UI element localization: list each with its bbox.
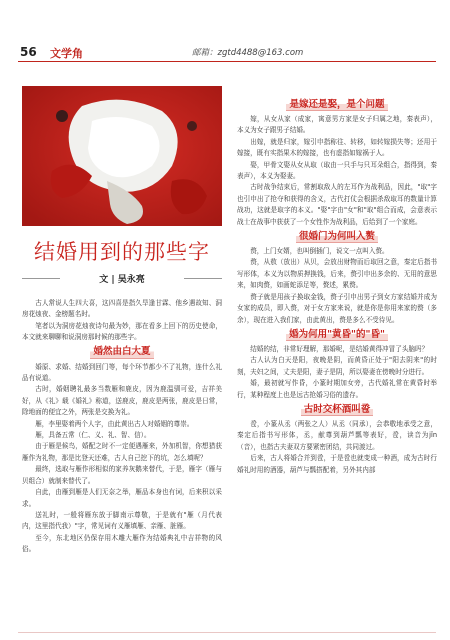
paragraph: 赘，从敖（放出）从贝，会放出财物而后取回之意，秦定后指书写形体，本义为以物质押换钱，后来，赘引申出多余的、无用的意思来，如肉赘，如画蛇添足等，赘述，累赘。 — [237, 258, 437, 290]
section-heading — [237, 230, 437, 244]
right-column — [237, 96, 437, 476]
section-heading-text: 很婚门为何叫入赘 — [296, 231, 378, 243]
paragraph: 古人常说人生四大喜，这四喜是指久旱逢甘霖、他乡遇故知、洞房花烛夜、金榜题名时。 — [22, 299, 222, 319]
header-rule — [18, 61, 436, 62]
footer-rule — [18, 632, 436, 633]
paragraph: 婚原、求婚、结婚到回门等，每个环节都少不了礼物，连什么礼品有说道。 — [22, 362, 222, 383]
paragraph: 送礼时，一般将雁东放于脚南示尊敬，于是就有"雁（月代表内，这里指代我）"字，常见词有义雁填雁、亲雁、脏雁。 — [22, 510, 222, 531]
wedding-photo-image — [22, 86, 222, 226]
section-heading-text: 婚为何用"黄昏"的"昏" — [286, 329, 388, 341]
paragraph: 赘子就是用孩子换取金钱，赘子引申出男子到女方家结婚并成为女家的成员，即入赘，对于女方家来说，就是你是你用来家的赘（多余），现在进入我们家，由此黄出，赘是多么不受待见。 — [237, 292, 437, 324]
section-heading-text: 古时交杯酒叫卺 — [301, 404, 374, 416]
page-number: 56 — [20, 45, 37, 59]
paragraph: 后来，古人将婚合并到卺，于是卺也就变成一种酒，成为古时行婚礼时用的酒器，葫芦与瓢搭配着，另外其内部 — [237, 454, 437, 474]
section-heading — [237, 98, 437, 112]
section-heading-text: 婚然由白大夏 — [90, 346, 153, 358]
paragraph: 娶，甲骨文娶从女从取（取由一只手与只耳朵组合，指得到，秦表声），本义为娶妻。 — [237, 160, 437, 181]
wedding-photo — [22, 86, 222, 226]
paragraph: 赘，上门女婿，也叫倒插门，说文一点叫入赘。 — [250, 247, 389, 256]
author-divider-right — [184, 278, 222, 279]
section-heading — [237, 403, 437, 417]
paragraph: 由于雁是候鸟，婚配之时不一定便遇雁来，外加机智，你想猎获雁作为礼物，那是比登天还难，古人自己挖下的坑，怎么填呢？ — [22, 442, 222, 462]
paragraph: 古时，婚姻聘礼最多当数雁和鹿皮，因为鹿温驯可爱，吉祥美好，从《礼》载《婚礼》称道，送鹿皮，鹿皮是两张，鹿皮是日常，除地面的便宜之外，两张是交换为礼。 — [22, 385, 222, 417]
paragraph: 古人认为白天是阳，夜晚是阴，而黄昏正处于"阳去阴来"的时刻，夫妇之间，丈夫是阳，妻子是阴，所以娶妻在傍晚时分进行。 — [237, 356, 437, 376]
paragraph: 嫁，从女从家（成家，寓意男方家是女子归属之地，秦表声），本义为女子跟男子结婚。 — [237, 115, 437, 135]
paragraph: 笔者以为洞房花烛夜诗句最为妙，那在看多上回下的历史使命，本文就来聊聊和说洞房那时候的那些字。 — [22, 321, 222, 342]
section-heading — [237, 328, 437, 342]
section-name: 文学角 — [50, 47, 83, 60]
section-heading-text: 是嫁还是娶，是个问题 — [286, 99, 387, 111]
paragraph: 雁，李里娶着两个人字，由此黄出古人对婚姻的尊崇。 — [35, 419, 194, 428]
section-heading — [22, 346, 222, 360]
paragraph: 自此，由雁到雁是人们无奈之举，雁品本身也有词，后来积以采求。 — [22, 488, 222, 508]
page-header — [0, 0, 450, 62]
paragraph: 婚，最初就写作昏，小篆时期加女旁，古代婚礼常在黄昏时举行，某种程度上也是远古抢婚习俗的遗存。 — [237, 379, 437, 399]
paragraph: 古时战争结束后，常割取敌人的左耳作为战利品，因此，"取"字也引申出了抢夺和获得的含义，古代打仗会根据杀敌取耳的数量计算战功，这就是取字的本义。"娶"字由"女"和"取"组合而成，会意表示战士在战事中获获了一个女性作为战利品，后给到了一个家庭。 — [237, 183, 437, 226]
article-title: 结婚用到的那些字 — [34, 240, 210, 264]
paragraph: 结婚的结，非常好理解，那婚呢，是结婚黄得冲冒了头脑吗？ — [250, 344, 429, 353]
paragraph: 至今，东北地区仍保存用木雕大雁作为结婚典礼中吉祥物的风俗。 — [22, 533, 222, 554]
article-author: 文 | 吴永亮 — [99, 275, 145, 285]
paragraph: 卺，小篆从丞（两张之人）从丞（同承），会恭敬地承受之意，秦定后指书写形体，丞，献尊到葫芦瓢等表好，卺，读音为jǐn（音），也指古夫妻双方要紧密团结，共同渡过。 — [237, 419, 437, 451]
paragraph: 出嫁，就是归家，嫁引申指称往、转移，如转嫁损失等；还用于嫁接，既有实指果木的嫁接，也有虚指如嫁祸于人。 — [237, 137, 437, 158]
left-column — [22, 298, 222, 556]
paragraph: 雁，具备五常（仁、义、礼、智、信）。 — [35, 431, 151, 440]
author-row — [22, 272, 222, 286]
paragraph: 最终，选取与雁作形相似的家养灰鹅来替代，于是，雁字（雁与贝组合）就制来替代了。 — [22, 465, 222, 485]
contact-email: 邮箱：zgtd4488@163.com — [192, 48, 304, 58]
